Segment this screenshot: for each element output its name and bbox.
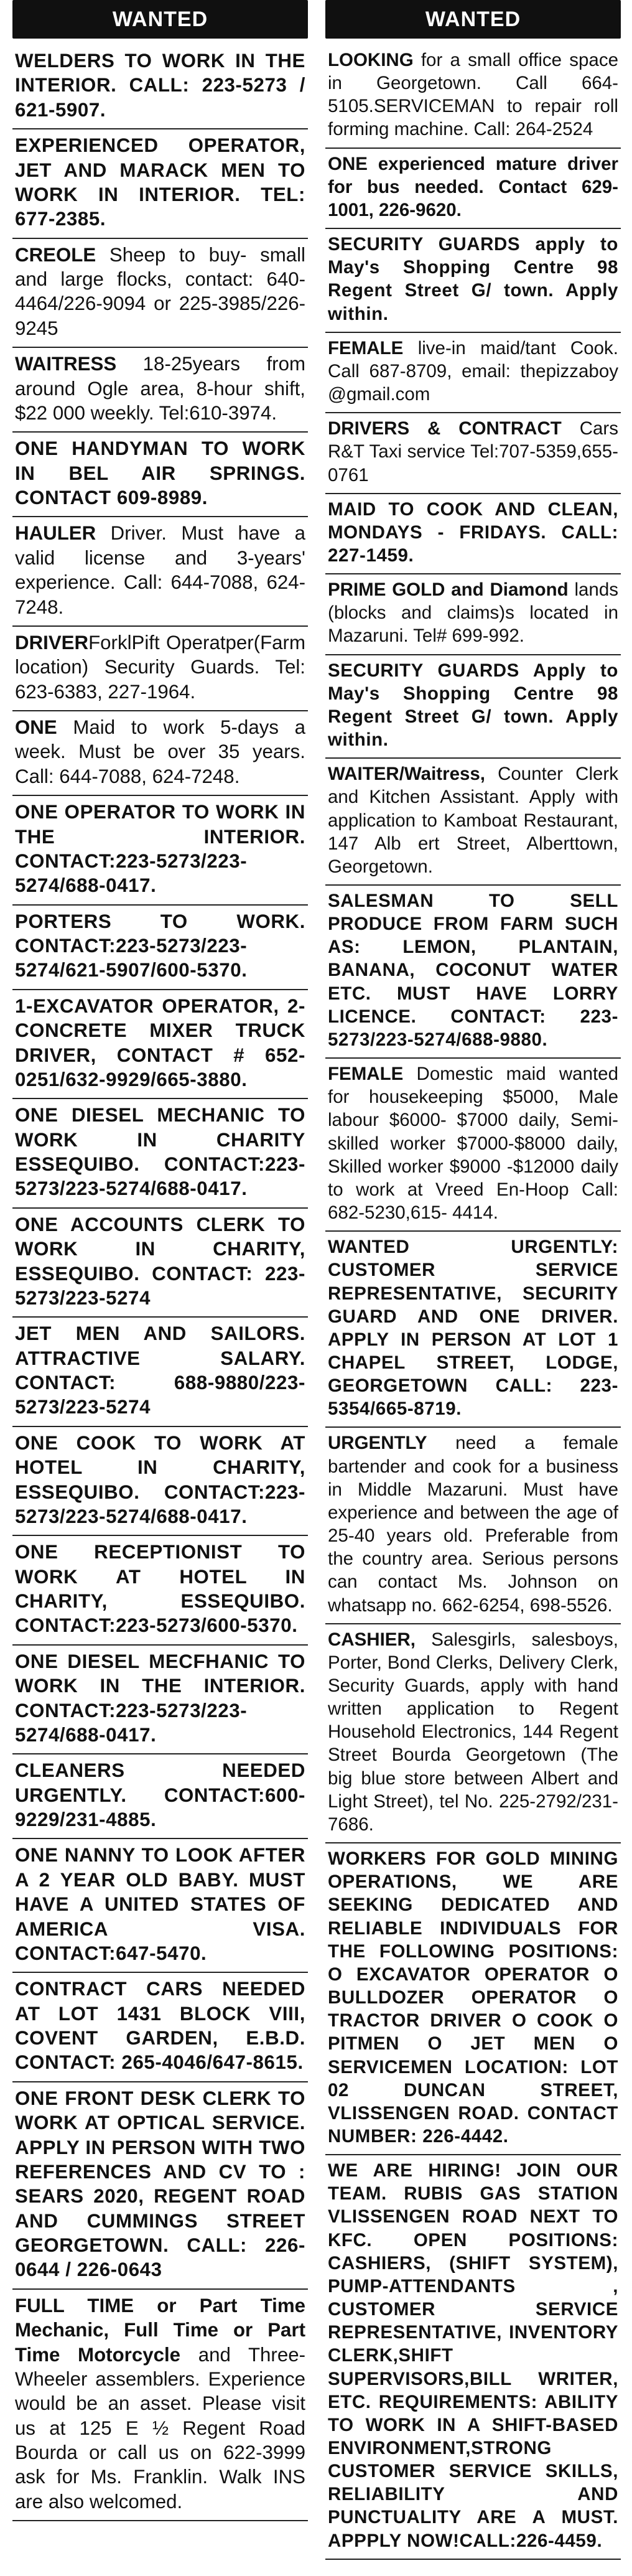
ad-body-text: live-in maid/tant Cook. Call 687-8709, email: thepizzaboy @gmail.com	[328, 337, 618, 405]
classified-ad	[12, 1754, 308, 1839]
classified-ad	[12, 1973, 308, 2082]
classified-ad	[12, 45, 308, 129]
left-section-header: WANTED	[12, 0, 308, 39]
ad-body-text: Salesgirls, salesboys, Porter, Bond Clerks, Delivery Clerk, Security Guards, apply with hand written application to Regent Household Electronics, 144 Regent Street Bourda Georgetown (The big blue store between Albert and Light Street), tel No. 225-2792/231-7686.	[328, 1629, 618, 1835]
right-section-header: WANTED	[325, 0, 621, 39]
ad-body-text: WORKERS FOR GOLD MINING OPERATIONS, WE ARE SEEKING DEDICATED AND RELIABLE INDIVIDUALS FOR THE FOLLOWING POSITIONS: O EXCAVATOR OPERATOR O BULLDOZER OPERATOR O TRACTOR DRIVER O COOK O PITMEN O JET MEN O SERVICEMEN LOCATION: LOT 02 DUNCAN STREET, VLISSENGEN ROAD. CONTACT NUMBER: 226-4442.	[328, 1848, 618, 2147]
ad-body-text: ONE RECEPTIONIST TO WORK AT HOTEL IN CHARITY, ESSEQUIBO. CONTACT:223-5273/600-5370.	[15, 1541, 305, 1637]
ad-body-text: ONE DIESEL MECFHANIC TO WORK IN THE INTERIOR. CONTACT:223-5273/223-5274/688-0417.	[15, 1650, 305, 1746]
classified-ad	[12, 129, 308, 239]
classified-ad	[12, 1099, 308, 1209]
ad-body-text: EXPERIENCED OPERATOR, JET AND MARACK MEN TO WORK IN INTERIOR. TEL: 677-2385.	[15, 134, 305, 230]
classified-ad	[325, 1232, 621, 1428]
classified-ad	[12, 1318, 308, 1427]
right-ads-list	[325, 45, 621, 2560]
classified-ad	[325, 1428, 621, 1624]
classified-ad	[12, 1536, 308, 1646]
ad-lead-text: WAITER/Waitress,	[328, 764, 485, 785]
classified-ad	[325, 2155, 621, 2560]
ad-lead-text: PRIME GOLD and Diamond	[328, 579, 569, 601]
ad-body-text: Cars R&T Taxi service Tel:707-5359,655-0761	[328, 418, 619, 485]
ad-lead-text: CASHIER,	[328, 1629, 416, 1650]
left-column	[12, 0, 308, 2521]
classified-ad	[325, 333, 621, 413]
ad-body-text: CONTRACT CARS NEEDED AT LOT 1431 BLOCK VIII, COVENT GARDEN, E.B.D. CONTACT: 265-4046/647-8615.	[15, 1978, 305, 2074]
ad-body-text: MAID TO COOK AND CLEAN, MONDAYS - FRIDAYS. CALL: 227-1459.	[328, 499, 618, 566]
classified-ad	[12, 1646, 308, 1755]
ad-lead-text: ONE	[15, 716, 57, 738]
ad-body-text: ONE NANNY TO LOOK AFTER A 2 YEAR OLD BABY. MUST HAVE A UNITED STATES OF AMERICA VISA. CONTACT:647-5470.	[15, 1844, 305, 1964]
ad-body-text: Sheep to buy- small and large flocks, contact: 640-4464/226-9094 or 225-3985/226-9245	[15, 243, 305, 339]
classified-ad	[12, 239, 308, 349]
classified-ad	[325, 655, 621, 759]
classified-ad	[12, 517, 308, 627]
ad-body-text: for a small office space in Georgetown. Call 664-5105.SERVICEMAN to repair roll forming machine. Call: 264-2524	[328, 50, 618, 140]
ad-lead-text: ONE experienced mature driver for bus needed. Contact 629-1001, 226-9620.	[328, 153, 618, 220]
classified-ad	[12, 1209, 308, 1318]
classified-ad	[325, 229, 621, 333]
classified-ad	[12, 711, 308, 796]
classified-ad	[12, 1427, 308, 1537]
classified-ad	[325, 1059, 621, 1232]
ad-body-text: lands (blocks and claims)s located in Mazaruni. Tel# 699-992.	[328, 579, 618, 647]
ad-lead-text: FEMALE	[328, 1064, 404, 1085]
classified-ad	[12, 2082, 308, 2290]
ad-body-text: PORTERS TO WORK. CONTACT:223-5273/223-5274/621-5907/600-5370.	[15, 910, 305, 981]
ad-body-text: 18-25years from around Ogle area, 8-hour shift, $22 000 weekly. Tel:610-3974.	[15, 353, 305, 424]
left-ads-list	[12, 45, 308, 2521]
classified-ad	[325, 413, 621, 494]
classified-ad	[325, 494, 621, 574]
ad-body-text: Maid to work 5-days a week. Must be over 35 years. Call: 644-7088, 624-7248.	[15, 716, 305, 787]
ad-body-text: WELDERS TO WORK IN THE INTERIOR. CALL: 223-5273 / 621-5907.	[15, 50, 305, 121]
classified-ad	[12, 1839, 308, 1973]
ad-lead-text: FULL TIME or Part Time Mechanic, Full Time or Part Time Motorcycle	[15, 2294, 305, 2366]
ad-body-text: 1-EXCAVATOR OPERATOR, 2- CONCRETE MIXER TRUCK DRIVER, CONTACT # 652-0251/632-9929/665-3880.	[15, 995, 305, 1090]
ad-lead-text: LOOKING	[328, 50, 414, 70]
ad-body-text: ONE ACCOUNTS CLERK TO WORK IN CHARITY, ESSEQUIBO. CONTACT: 223-5273/223-5274	[15, 1213, 305, 1309]
ad-lead-text: CREOLE	[15, 243, 96, 266]
ad-body-text: Counter Clerk and Kitchen Assistant. Apply with application to Kamboat Restaurant, 147 Alb ert Street, Alberttown, Georgetown.	[328, 764, 618, 877]
ad-body-text: ForklPift Operatper(Farm location) Security Guards. Tel: 623-6383, 227-1964.	[15, 631, 305, 703]
classified-ad	[12, 796, 308, 906]
ad-lead-text: HAULER	[15, 522, 96, 545]
right-column	[325, 0, 621, 2560]
ad-body-text: ONE COOK TO WORK AT HOTEL IN CHARITY, ESSEQUIBO. CONTACT:223-5273/223-5274/688-0417.	[15, 1431, 305, 1527]
ad-body-text: CLEANERS NEEDED URGENTLY. CONTACT:600-9229/231-4885.	[15, 1759, 305, 1830]
classified-ad	[12, 348, 308, 433]
ad-body-text: WANTED URGENTLY: CUSTOMER SERVICE REPRESENTATIVE, SECURITY GUARD AND ONE DRIVER. APPLY IN PERSON AT LOT 1 CHAPEL STREET, LODGE, GEORGETOWN CALL: 223-5354/665-8719.	[328, 1237, 618, 1420]
ad-body-text: Domestic maid wanted for housekeeping $5000, Male labour $6000- $7000 daily, Semi-skilled worker $7000-$8000 daily, Skilled worker $9000 -$12000 daily to work at Vreed En-Hoop Call: 682-5230,615- 4414.	[328, 1064, 618, 1224]
ad-lead-text: URGENTLY	[328, 1433, 427, 1454]
classified-ad	[12, 990, 308, 1100]
ad-body-text: SALESMAN TO SELL PRODUCE FROM FARM SUCH AS: LEMON, PLANTAIN, BANANA, COCONUT WATER ETC. MUST HAVE LORRY LICENCE. CONTACT: 223-5273/223-5274/688-9880.	[328, 891, 618, 1050]
ad-body-text: SECURITY GUARDS apply to May's Shopping Centre 98 Regent Street G/ town. Apply within.	[328, 234, 618, 324]
classified-ad	[325, 149, 621, 229]
classified-ad	[12, 627, 308, 711]
ad-lead-text: WAITRESS	[15, 353, 117, 375]
ad-body-text: ONE HANDYMAN TO WORK IN BEL AIR SPRINGS. CONTACT 609-8989.	[15, 438, 305, 508]
classified-ad	[325, 759, 621, 886]
classified-ad	[325, 574, 621, 655]
classified-ad	[12, 433, 308, 517]
ad-lead-text: DRIVER	[15, 631, 89, 653]
ad-body-text: SECURITY GUARDS Apply to May's Shopping Centre 98 Regent Street G/ town. Apply within.	[328, 660, 618, 751]
ad-body-text: ONE DIESEL MECHANIC TO WORK IN CHARITY ESSEQUIBO. CONTACT:223-5273/223-5274/688-0417.	[15, 1104, 305, 1200]
ad-body-text: ONE FRONT DESK CLERK TO WORK AT OPTICAL SERVICE. APPLY IN PERSON WITH TWO REFERENCES AND CV TO : SEARS 2020, REGENT ROAD AND CUMMINGS STREET GEORGETOWN. CALL: 226-0644 / 226-0643	[15, 2087, 305, 2281]
classified-ad	[325, 45, 621, 149]
ad-body-text: ONE OPERATOR TO WORK IN THE INTERIOR. CONTACT:223-5273/223-5274/688-0417.	[15, 801, 305, 897]
classified-ad	[325, 1843, 621, 2155]
classified-ad	[12, 2290, 308, 2521]
ad-body-text: and Three-Wheeler assemblers. Experience would be an asset. Please visit us at 125 E ½ Regent Road Bourda or call us on 622-3999 ask for Ms. Franklin. Walk INS are also welcomed.	[15, 2343, 305, 2513]
ad-body-text: WE ARE HIRING! JOIN OUR TEAM. RUBIS GAS STATION VLISSENGEN ROAD NEXT TO KFC. OPEN POSITIONS: CASHIERS, (SHIFT SYSTEM), PUMP-ATTENDANTS , CUSTOMER SERVICE REPRESENTATIVE, INVENTORY CLERK,SHIFT SUPERVISORS,BILL WRITER, ETC. REQUIREMENTS: ABILITY TO WORK IN A SHIFT-BASED ENVIRONMENT,STRONG CUSTOMER SERVICE SKILLS, RELIABILITY AND PUNCTUALITY ARE A MUST. APPPLY NOW!CALL:226-4459.	[328, 2160, 618, 2551]
ad-body-text: JET MEN AND SAILORS. ATTRACTIVE SALARY. CONTACT: 688-9880/223-5273/223-5274	[15, 1323, 305, 1418]
ad-lead-text: FEMALE	[328, 337, 404, 358]
classified-ad	[325, 1624, 621, 1843]
ad-body-text: Driver. Must have a valid license and 3-years' experience. Call: 644-7088, 624-7248.	[15, 522, 305, 618]
classified-ad	[325, 886, 621, 1059]
ad-lead-text: DRIVERS & CONTRACT	[328, 418, 562, 439]
ad-body-text: need a female bartender and cook for a business in Middle Mazaruni. Must have experience and between the age of 25-40 years old. Preferable from the country area. Serious persons can contact Ms. Johnson on whatsapp no. 662-6254, 698-5526.	[328, 1433, 618, 1616]
classified-ad	[12, 906, 308, 990]
